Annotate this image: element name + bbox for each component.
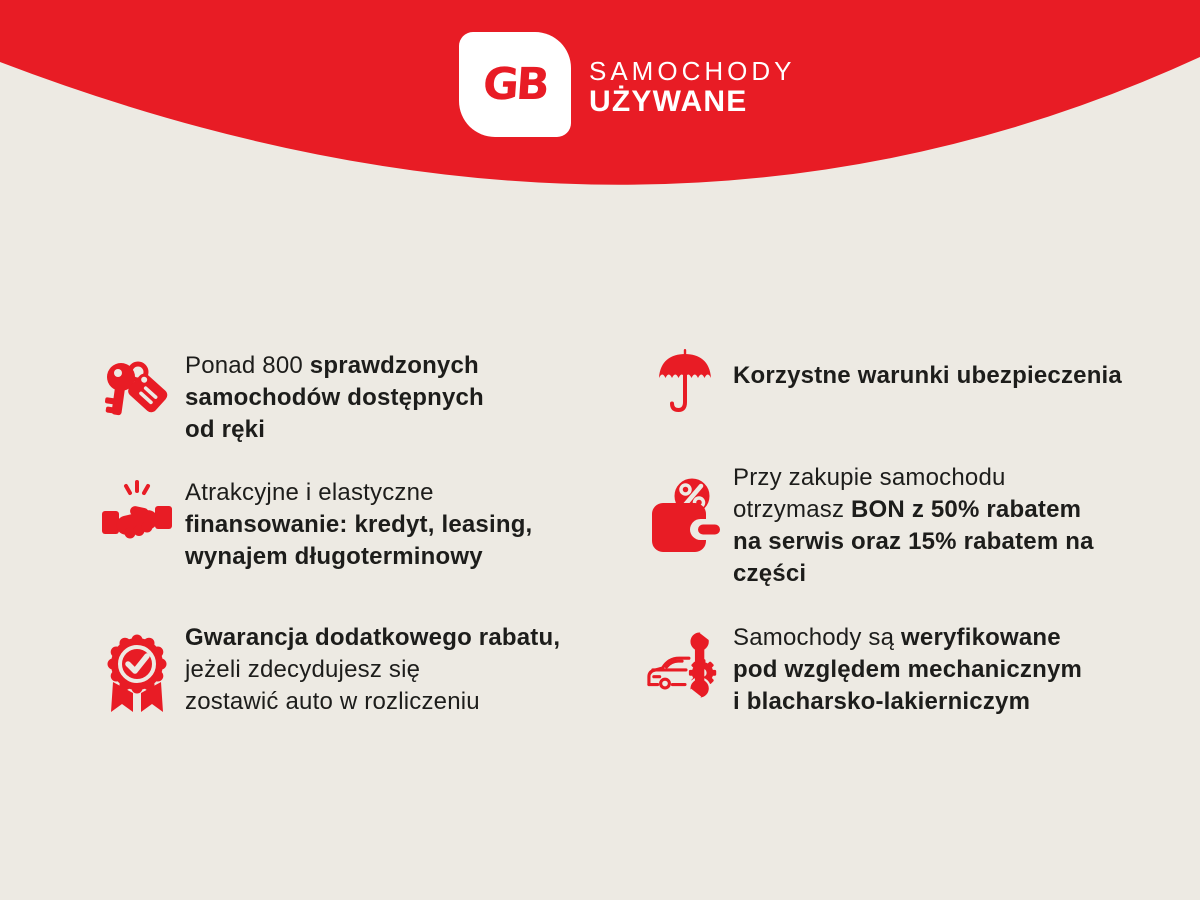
wallet-percent-icon: [646, 462, 724, 590]
car-wrench-icon: [646, 622, 724, 718]
brand-text: [589, 57, 795, 117]
umbrella-icon: [646, 352, 724, 414]
feature-insurance: [646, 352, 1200, 414]
brand-line2: UŻYWANE: [589, 85, 748, 118]
feature-line: samochodów dostępnych: [185, 384, 484, 411]
feature-line: Korzystne warunki ubezpieczenia: [733, 362, 1122, 389]
feature-line: wynajem długoterminowy: [185, 543, 483, 570]
keys-tag-icon: [98, 350, 176, 446]
feature-line: Ponad 800 sprawdzonych: [185, 352, 479, 379]
feature-text: [185, 350, 484, 446]
feature-inspection: [646, 622, 1200, 718]
feature-text: [733, 622, 1082, 718]
feature-line: części: [733, 560, 807, 587]
feature-text: [185, 477, 532, 573]
feature-bonus: [646, 462, 1200, 590]
feature-line: finansowanie: kredyt, leasing,: [185, 511, 533, 538]
feature-line: od ręki: [185, 416, 266, 443]
feature-financing: [98, 477, 598, 573]
feature-text: [733, 360, 1122, 414]
feature-text: [733, 462, 1094, 590]
feature-line: i blacharsko-lakierniczym: [733, 688, 1031, 715]
feature-inventory: [98, 350, 598, 446]
feature-line: Samochody są weryfikowane: [733, 624, 1061, 651]
feature-line: na serwis oraz 15% rabatem na: [733, 528, 1094, 555]
feature-line: Atrakcyjne i elastyczne: [185, 479, 434, 506]
feature-line: otrzymasz BON z 50% rabatem: [733, 496, 1082, 523]
feature-guarantee: [98, 622, 618, 718]
logo-card: [459, 32, 571, 137]
feature-line: Przy zakupie samochodu: [733, 464, 1006, 491]
brand-line1: SAMOCHODY: [589, 56, 796, 86]
feature-text: [185, 622, 560, 718]
award-ribbon-icon: [98, 622, 176, 718]
feature-line: zostawić auto w rozliczeniu: [185, 688, 480, 715]
gb-logo: GB: [481, 58, 549, 110]
feature-line: jeżeli zdecydujesz się: [185, 656, 421, 683]
feature-line: pod względem mechanicznym: [733, 656, 1083, 683]
feature-line: Gwarancja dodatkowego rabatu,: [185, 624, 561, 651]
handshake-icon: [98, 477, 176, 573]
